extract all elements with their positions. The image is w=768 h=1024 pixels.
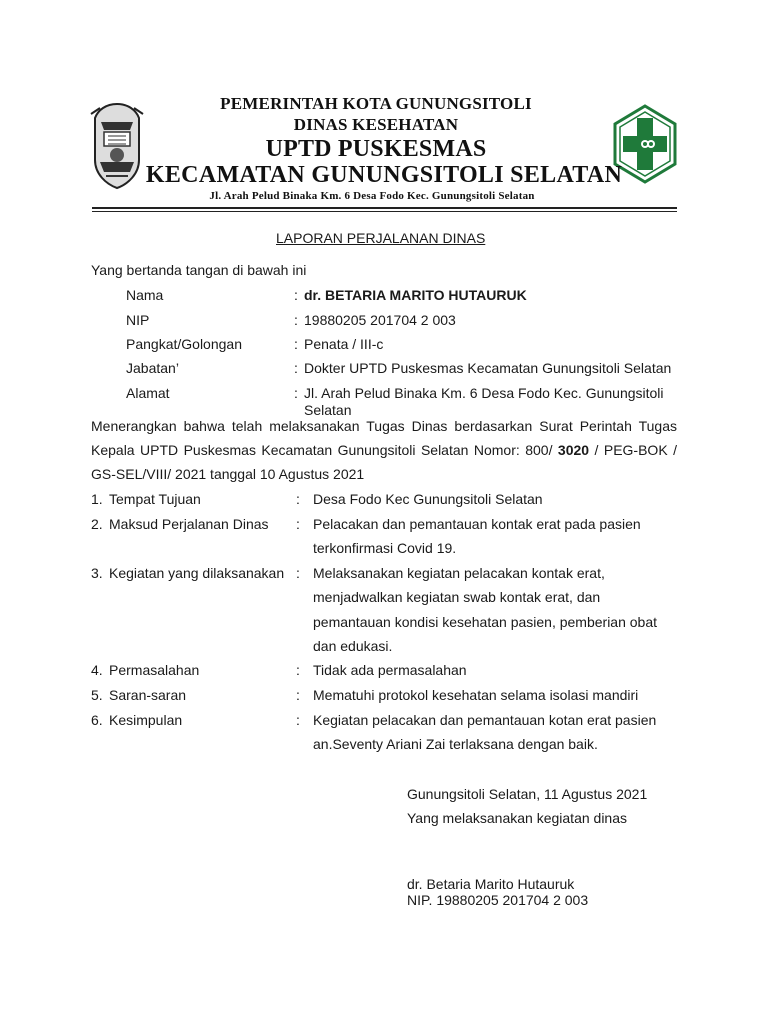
item-number: 1. <box>91 491 103 507</box>
identity-label: NIP <box>126 312 150 328</box>
identity-address-value: Jl. Arah Pelud Binaka Km. 6 Desa Fodo Kec. Gunungsitoli <box>304 385 664 401</box>
item-colon: : <box>296 565 300 581</box>
identity-label: Alamat <box>126 385 170 401</box>
letter-number: 3020 <box>557 442 590 458</box>
header-address: Jl. Arah Pelud Binaka Km. 6 Desa Fodo Kec. Gunungsitoli Selatan <box>209 190 535 202</box>
identity-colon: : <box>294 336 298 352</box>
item-label: Saran-saran <box>109 687 187 703</box>
signature-place-date: Gunungsitoli Selatan, 11 Agustus 2021 <box>407 786 648 802</box>
item-colon: : <box>296 516 300 532</box>
item-colon: : <box>296 687 300 703</box>
identity-colon: : <box>294 360 298 376</box>
intro-text: Yang bertanda tangan di bawah ini <box>91 262 307 278</box>
item-text: Desa Fodo Kec Gunungsitoli Selatan <box>313 491 543 507</box>
item-label: Kegiatan yang dilaksanakan <box>109 565 285 581</box>
signatory-nip: NIP. 19880205 201704 2 003 <box>407 892 589 908</box>
item-text: Kegiatan pelacakan dan pemantauan kotan erat pasien <box>313 712 657 728</box>
identity-colon: : <box>294 385 298 401</box>
item-label: Kesimpulan <box>109 712 183 728</box>
letterhead-divider <box>92 207 677 209</box>
identity-label: Jabatan’ <box>126 360 179 376</box>
item-text: terkonfirmasi Covid 19. <box>313 540 457 556</box>
signature-role: Yang melaksanakan kegiatan dinas <box>407 810 628 826</box>
item-number: 6. <box>91 712 103 728</box>
identity-colon: : <box>294 287 298 303</box>
item-label: Maksud Perjalanan Dinas <box>109 516 269 532</box>
header-department: DINAS KESEHATAN <box>293 115 459 134</box>
item-number: 2. <box>91 516 103 532</box>
item-number: 4. <box>91 662 103 678</box>
item-text: pemantauan kondisi kesehatan pasien, pemberian obat <box>313 614 658 630</box>
statement-text: Kepala UPTD Puskesmas Kecamatan Gunungsitoli Selatan Nomor: 800/ <box>91 442 553 458</box>
identity-position-value: Dokter UPTD Puskesmas Kecamatan Gunungsitoli Selatan <box>304 360 672 376</box>
signatory-name: dr. Betaria Marito Hutauruk <box>407 876 575 892</box>
identity-nip-value: 19880205 201704 2 003 <box>304 312 456 328</box>
item-number: 3. <box>91 565 103 581</box>
header-institution: UPTD PUSKESMAS <box>265 136 487 162</box>
header-district: KECAMATAN GUNUNGSITOLI SELATAN <box>145 162 623 188</box>
header-government: PEMERINTAH KOTA GUNUNGSITOLI <box>220 94 532 113</box>
item-text: dan edukasi. <box>313 638 393 654</box>
item-text: Pelacakan dan pemantauan kontak erat pada pasien <box>313 516 641 532</box>
item-text: Mematuhi protokol kesehatan selama isolasi mandiri <box>313 687 639 703</box>
identity-name-value: dr. BETARIA MARITO HUTAURUK <box>304 287 527 303</box>
letterhead-divider-thin <box>92 211 677 212</box>
item-text: Melaksanakan kegiatan pelacakan kontak erat, <box>313 565 605 581</box>
identity-colon: : <box>294 312 298 328</box>
item-text: an.Seventy Ariani Zai terlaksana dengan baik. <box>313 736 598 752</box>
item-text: menjadwalkan kegiatan swab kontak erat, dan <box>313 589 601 605</box>
identity-label: Nama <box>126 287 164 303</box>
document-title: LAPORAN PERJALANAN DINAS <box>276 230 486 246</box>
statement-line <box>91 442 677 458</box>
item-colon: : <box>296 491 300 507</box>
statement-line: Menerangkan bahwa telah melaksanakan Tugas Dinas berdasarkan Surat Perintah Tugas <box>91 418 677 434</box>
item-colon: : <box>296 712 300 728</box>
item-label: Tempat Tujuan <box>109 491 201 507</box>
identity-label: Pangkat/Golongan <box>126 336 242 352</box>
statement-text: / PEG-BOK / <box>594 442 677 458</box>
item-colon: : <box>296 662 300 678</box>
statement-line: GS-SEL/VIII/ 2021 tanggal 10 Agustus 2021 <box>91 466 365 482</box>
identity-rank-value: Penata / III-c <box>304 336 384 352</box>
item-number: 5. <box>91 687 103 703</box>
item-text: Tidak ada permasalahan <box>313 662 467 678</box>
item-label: Permasalahan <box>109 662 200 678</box>
identity-address-value-cont: Selatan <box>304 402 352 418</box>
